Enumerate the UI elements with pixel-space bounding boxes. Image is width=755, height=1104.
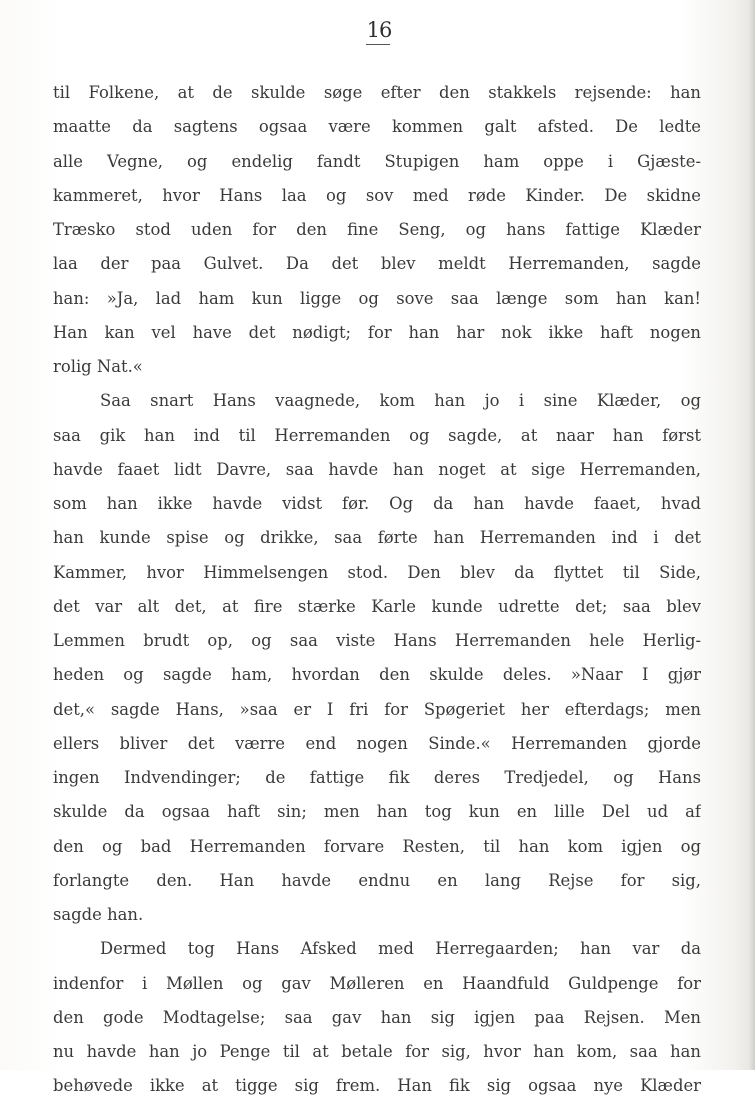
text-line: maatte da sagtens ogsaa være kommen galt afsted. De ledte <box>53 117 701 137</box>
text-line: ingen Indvendinger; de fattige fik deres Tredjedel, og Hans <box>53 768 701 787</box>
text-line: ellers bliver det værre end nogen Sinde.« Herremanden gjorde <box>53 733 701 753</box>
text-line: Træsko stod uden for den fine Seng, og hans fattige Klæder <box>53 220 701 239</box>
text-line: Lemmen brudt op, og saa viste Hans Herremanden hele Herlig- <box>53 631 701 650</box>
text-line: Saa snart Hans vaagnede, kom han jo i sine Klæder, og <box>100 391 701 411</box>
text-line: Dermed tog Hans Afsked med Herregaarden; han var da <box>100 939 701 959</box>
text-line: den og bad Herremanden forvare Resten, til han kom igjen og <box>53 836 701 856</box>
text-line: saa gik han ind til Herremanden og sagde, at naar han først <box>53 425 701 445</box>
text-line: laa der paa Gulvet. Da det blev meldt Herremanden, sagde <box>53 254 701 274</box>
text-line: han kunde spise og drikke, saa førte han Herremanden ind i det <box>53 528 701 548</box>
text-line: indenfor i Møllen og gav Mølleren en Haandfuld Guldpenge for <box>53 973 701 993</box>
text-line: heden og sagde ham, hvordan den skulde deles. »Naar I gjør <box>53 665 701 685</box>
body-text <box>53 76 701 1104</box>
text-line: behøvede ikke at tigge sig frem. Han fik sig ogsaa nye Klæder <box>53 1076 701 1096</box>
text-line: han: »Ja, lad ham kun ligge og sove saa længe som han kan! <box>53 288 701 308</box>
text-line: havde faaet lidt Davre, saa havde han noget at sige Herremanden, <box>53 459 701 479</box>
text-line: som han ikke havde vidst før. Og da han havde faaet, hvad <box>53 494 701 513</box>
text-line: forlangte den. Han havde endnu en lang Rejse for sig, <box>53 870 701 890</box>
text-line: alle Vegne, og endelig fandt Stupigen ham oppe i Gjæste- <box>53 151 701 171</box>
text-line: Han kan vel have det nødigt; for han har nok ikke haft nogen <box>53 322 701 342</box>
text-line: Kammer, hvor Himmelsengen stod. Den blev da flyttet til Side, <box>53 562 701 582</box>
text-line: kammeret, hvor Hans laa og sov med røde Kinder. De skidne <box>53 185 701 205</box>
text-line: skulde da ogsaa haft sin; men han tog kun en lille Del ud af <box>53 802 701 822</box>
text-line: rolig Nat.« <box>53 357 143 376</box>
page-number-underline <box>366 44 390 45</box>
text-line: til Folkene, at de skulde søge efter den stakkels rejsende: han <box>53 83 701 102</box>
text-line: det var alt det, at fire stærke Karle kunde udrette det; saa blev <box>53 596 701 616</box>
page-number: 16 <box>366 18 392 42</box>
text-line: sagde han. <box>53 905 144 924</box>
page-edge-shadow <box>749 0 755 1070</box>
text-line: nu havde han jo Penge til at betale for sig, hvor han kom, saa han <box>53 1042 701 1061</box>
text-line: det,« sagde Hans, »saa er I fri for Spøgeriet her efterdags; men <box>53 699 701 719</box>
text-line: den gode Modtagelse; saa gav han sig igjen paa Rejsen. Men <box>53 1007 701 1027</box>
